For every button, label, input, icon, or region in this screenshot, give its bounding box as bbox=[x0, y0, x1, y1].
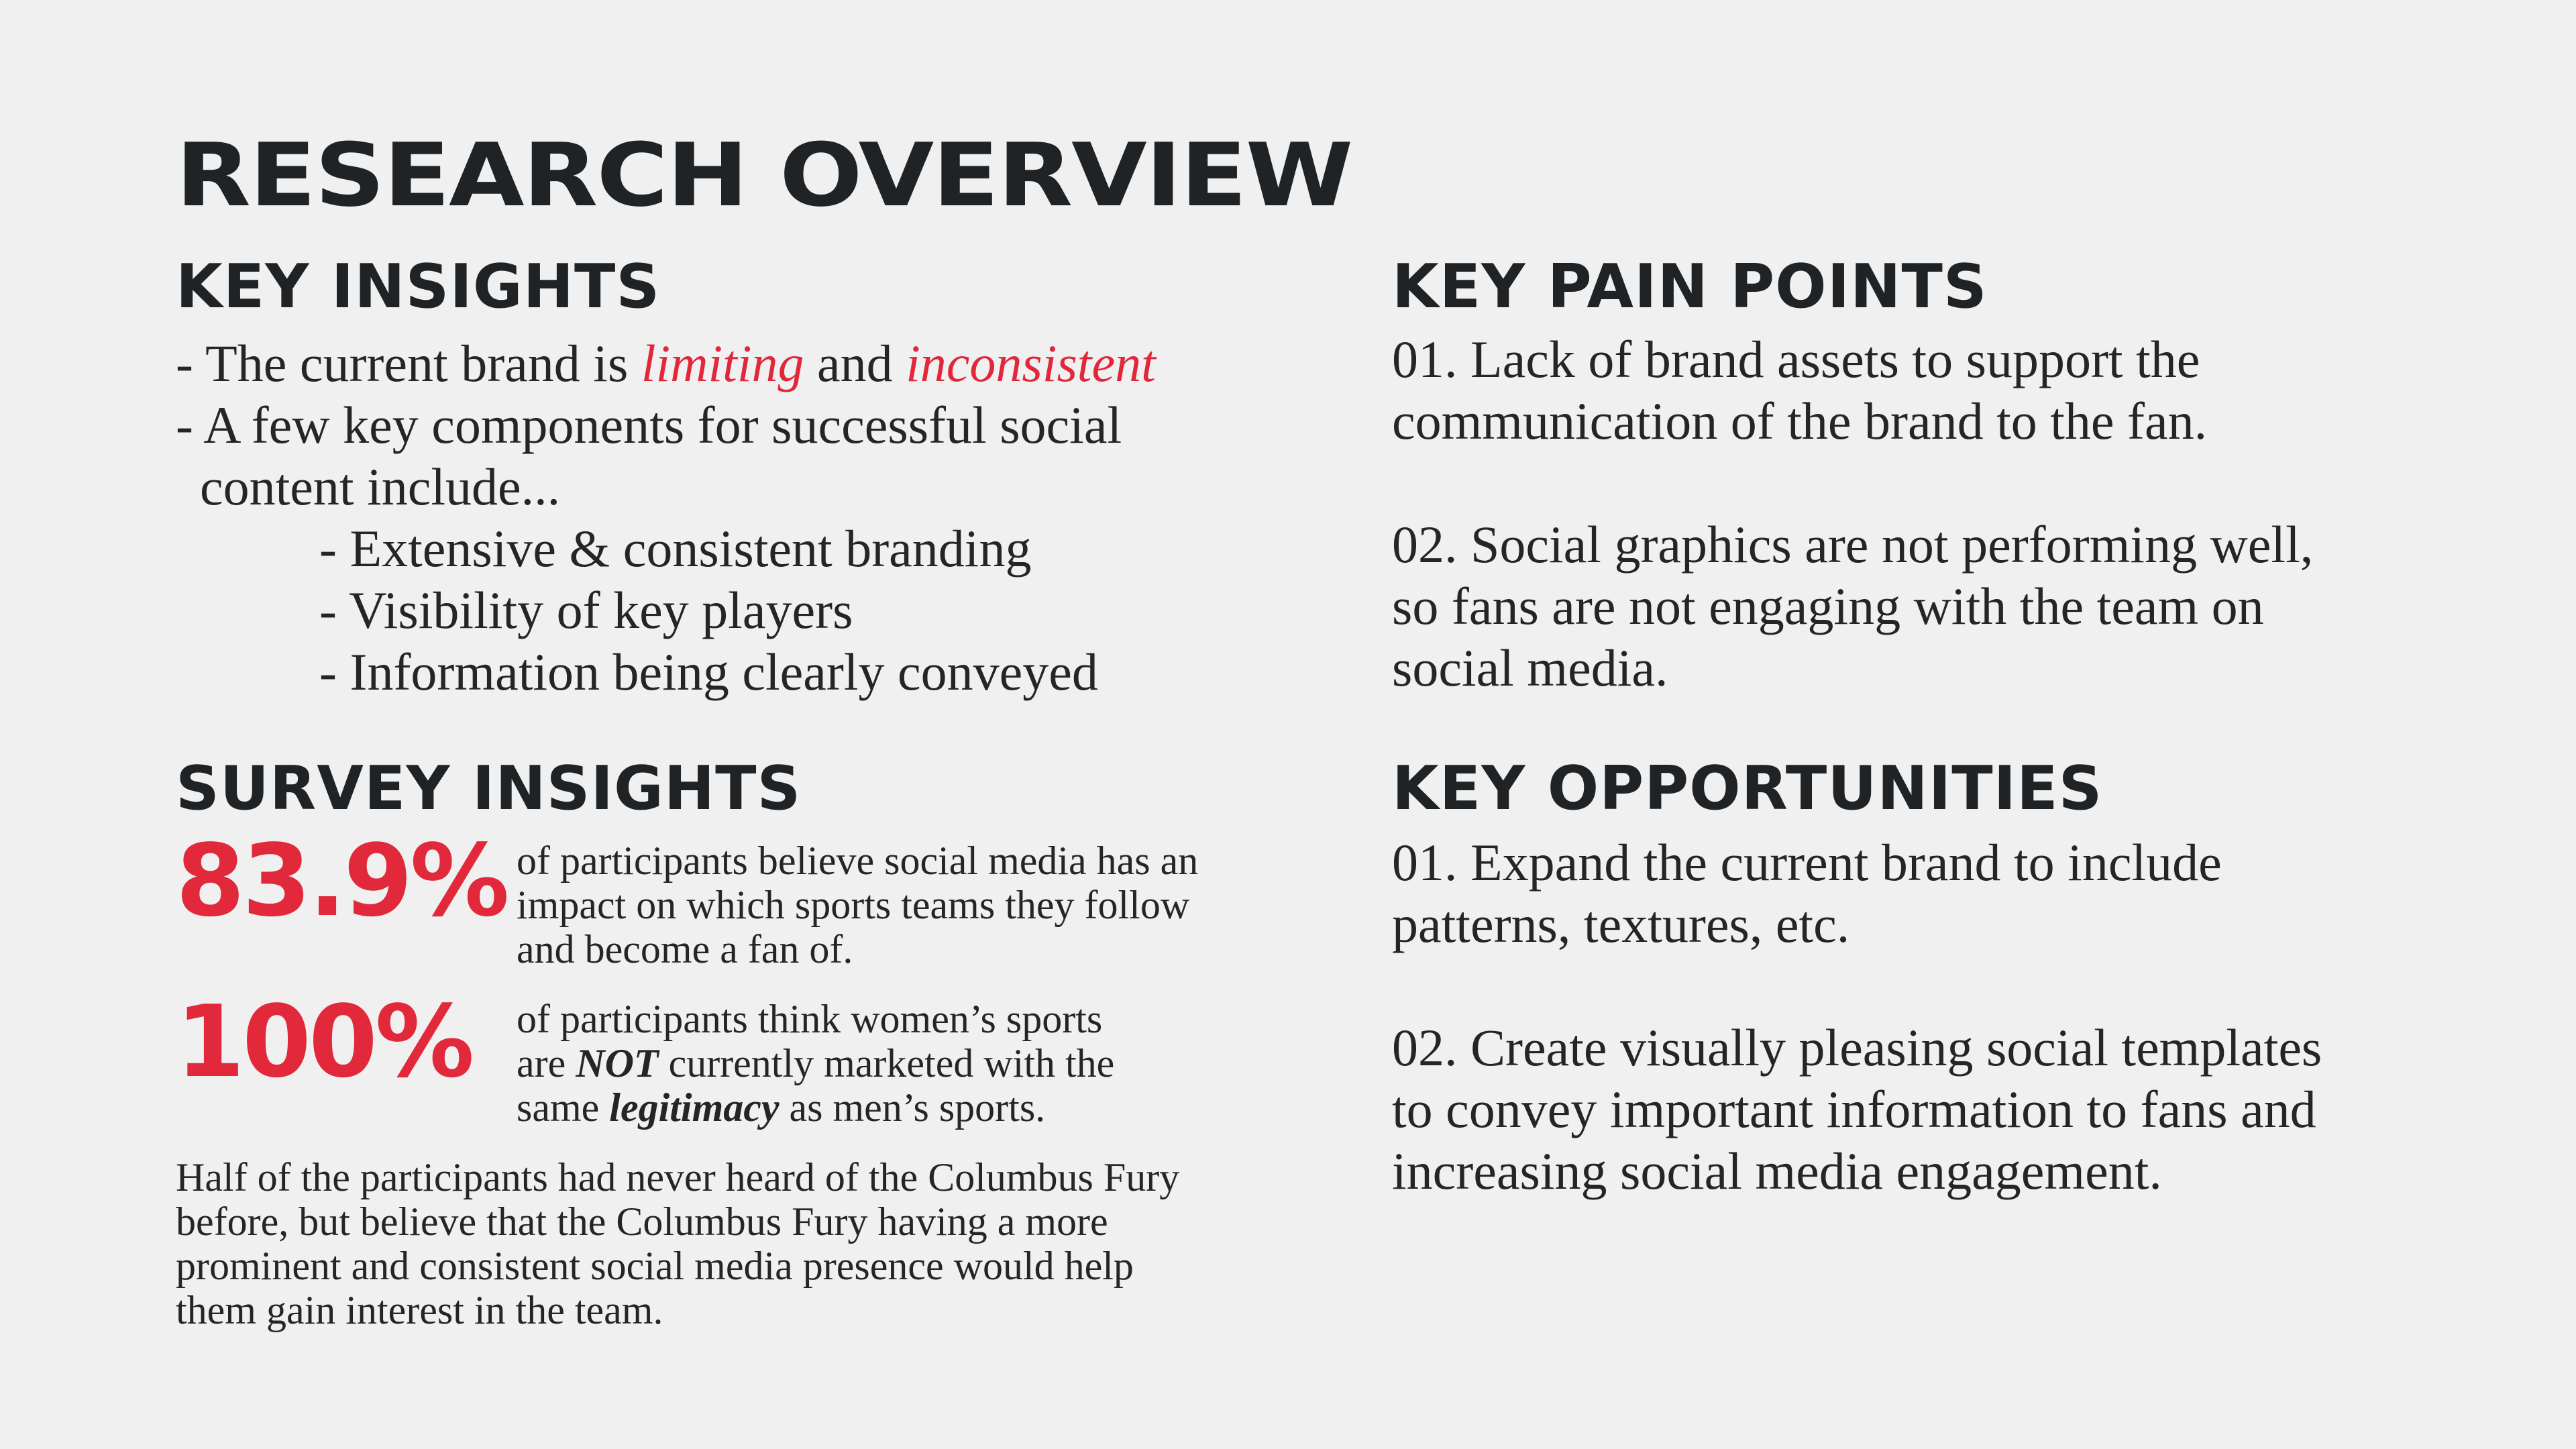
key-insights-list bbox=[176, 333, 1156, 703]
pain-point-2: 02. Social graphics are not performing well, so fans are not engaging with the team on social media. bbox=[1392, 515, 2314, 697]
survey-summary: Half of the participants had never heard of the Columbus Fury before, but believe that the Columbus Fury having a more prominent and consistent social media presence would help them gain interest in the team. bbox=[176, 1155, 1180, 1332]
pain-point-1: 01. Lack of brand assets to support the communication of the brand to the fan. bbox=[1392, 330, 2208, 450]
not-emphasis: NOT bbox=[576, 1041, 659, 1085]
key-insights-sub-item: - Extensive & consistent branding bbox=[319, 519, 1032, 578]
key-insights-sub-item: - Information being clearly conveyed bbox=[319, 643, 1098, 701]
key-insights-heading: KEY INSIGHTS bbox=[176, 252, 661, 322]
key-insights-line-2: - A few key components for successful social bbox=[176, 396, 1122, 454]
stat-description: of participants think women’s sports are NOT currently marketed with the same legitimacy as men’s sports. bbox=[517, 997, 1115, 1130]
stat-description: of participants believe social media has an impact on which sports teams they follow and become a fan of. bbox=[517, 839, 1199, 971]
key-pain-points-heading: KEY PAIN POINTS bbox=[1392, 252, 1988, 322]
inconsistent-emphasis: inconsistent bbox=[906, 334, 1156, 392]
opportunity-2: 02. Create visually pleasing social templates to convey important information to fans and increasing social media engagement. bbox=[1392, 1018, 2322, 1200]
stat-percentage: 100% bbox=[176, 984, 472, 1099]
key-opportunities-heading: KEY OPPORTUNITIES bbox=[1392, 753, 2103, 824]
stat-percentage: 83.9% bbox=[176, 823, 507, 938]
limiting-emphasis: limiting bbox=[641, 334, 804, 392]
survey-insights-heading: SURVEY INSIGHTS bbox=[176, 753, 802, 824]
key-insights-sub-item: - Visibility of key players bbox=[319, 581, 853, 639]
legitimacy-emphasis: legitimacy bbox=[609, 1085, 780, 1130]
page-title: RESEARCH OVERVIEW bbox=[176, 124, 1352, 226]
key-insights-line-3: content include... bbox=[200, 458, 561, 516]
key-insights-line-1: - The current brand is limiting and inconsistent bbox=[176, 334, 1156, 392]
opportunity-1: 01. Expand the current brand to include patterns, textures, etc. bbox=[1392, 833, 2222, 953]
